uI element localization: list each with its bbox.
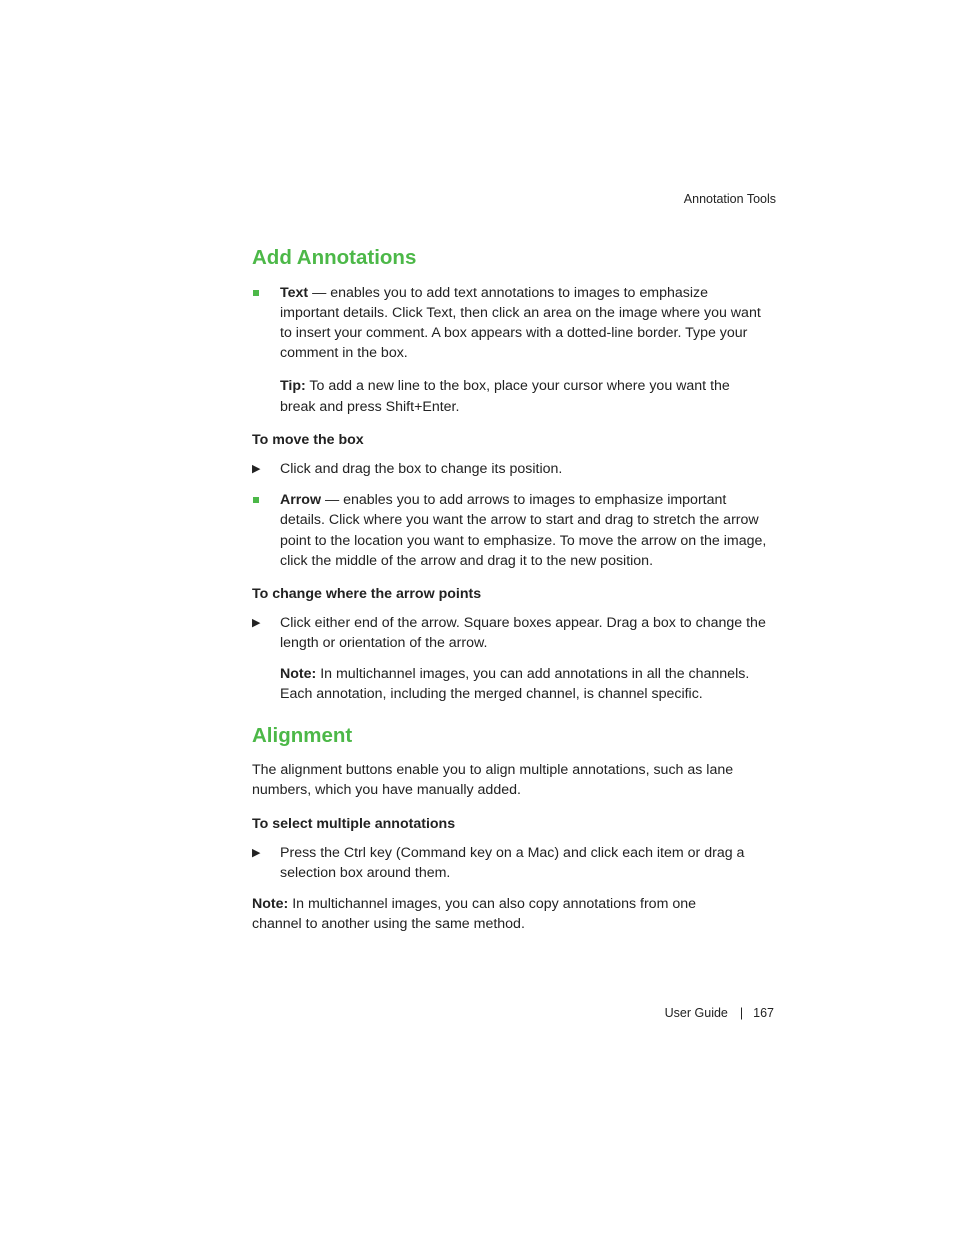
running-footer [665,1006,774,1020]
square-bullet-icon [253,290,259,296]
note-label: Note: [280,665,317,682]
page-number: 167 [753,1006,774,1020]
text-item-body: — enables you to add text annotations to images to emphasize important details. Click Text, then click an area on the image where you want to insert your comment. A box appears with a dotted-line border. Type your comment in the box. [280,285,761,361]
subheading-move-box: To move the box [252,432,364,448]
step-move-box [252,459,768,479]
arrow-item-label: Arrow [280,492,321,508]
footer-separator: | [739,1006,744,1020]
section-title-alignment: Alignment [252,723,353,747]
subheading-select-multiple: To select multiple annotations [252,815,456,832]
subheading-change-arrow: To change where the arrow points [252,585,482,602]
note-body: In multichannel images, you can add annotations in all the channels. Each annotation, including the merged channel, is channel specific. [280,665,750,702]
page-content [252,244,768,934]
note-label: Note: [252,895,289,912]
step-arrow-icon: ▶ [252,463,261,475]
tip-body: To add a new line to the box, place your cursor where you want the break and press Shift+Enter. [280,378,730,415]
running-header: Annotation Tools [683,192,776,206]
arrow-item-body: — enables you to add arrows to images to emphasize important details. Click where you want the arrow to start and drag to stretch the arrow point to the location you want to emphasize. To move the arrow on the image, click the middle of the arrow and drag it to the new position. [280,492,767,570]
step-move-box-text: Click and drag the box to change its position. [280,461,563,477]
section-title-add-annotations: Add Annotations [252,246,417,269]
step-arrow-icon: ▶ [252,846,261,859]
bullet-item-text [252,283,768,363]
square-bullet-icon [253,497,259,503]
step-select-multiple-text: Press the Ctrl key (Command key on a Mac) and click each item or drag a selection box around them. [280,844,745,881]
step-arrow-icon: ▶ [252,616,261,629]
text-item-paragraph [280,283,768,363]
bullet-item-arrow [252,490,768,572]
arrow-item-paragraph [280,490,768,572]
text-item-label: Text [280,285,309,301]
alignment-intro: The alignment buttons enable you to align multiple annotations, such as lane numbers, which you have manually added. [252,761,734,798]
note-paragraph-copy [252,894,768,934]
step-select-multiple [252,843,768,883]
step-change-arrow-text: Click either end of the arrow. Square boxes appear. Drag a box to change the length or orientation of the arrow. [280,614,766,651]
note-paragraph-channels [252,664,768,704]
tip-label: Tip: [280,378,306,394]
tip-paragraph [252,376,768,418]
note-body: In multichannel images, you can also copy annotations from one channel to another using the same method. [252,895,696,932]
step-change-arrow [252,613,768,653]
footer-guide-label: User Guide [664,1006,728,1020]
